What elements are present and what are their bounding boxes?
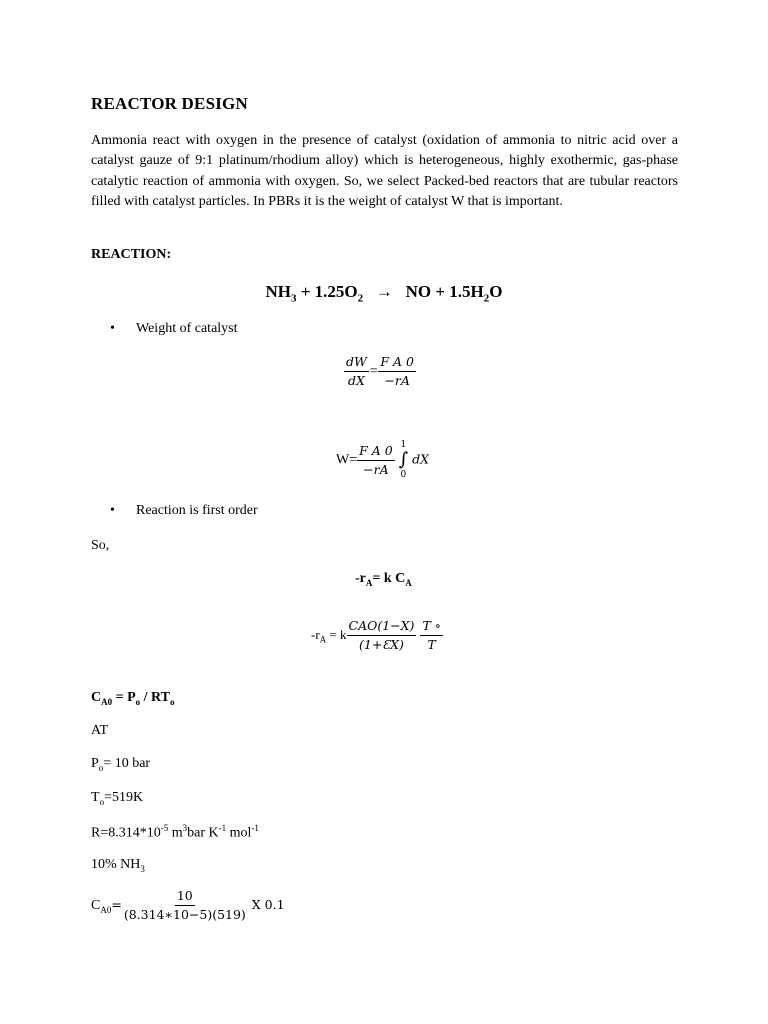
ca0-definition: $C_{A0} = P_o / RT_o$ [91,690,175,707]
reactant-nh3: $NH_3$ [265,282,297,305]
intro-paragraph: Ammonia react with oxygen in the presence of catalyst (oxidation of ammonia to nitric acid over a catalyst gauze of 9:1 platinum/rhodium alloy) which is heterogeneous, highly exothermic, gas-phase catalytic reaction of ammonia with oxygen. So, we select Packed-bed reactors that are tubular reactors filled with catalyst particles. In PBRs it is the weight of catalyst W that is important. [91,133,678,210]
equation-dw-dx: $\frac{dW}{dX}$ = $\frac{\text{F A 0}}{-rA}$ [346,354,414,388]
rate-expression: $-r_A = k$ $\frac{\text{CAO(1−X)}}{(1+ƐX)}$ $\frac{T \circ}{T}$ [311,618,441,652]
reaction-equation: $NH_3 + 1.25O_2$ → NO + $1.5H_2O$ [265,282,503,305]
temperature-value: $T_o=519K$ [91,790,144,807]
nh3-fraction: 10% $NH_3$ [91,857,145,874]
arrow-icon: → [375,282,393,301]
gas-constant: $R=8.314*10^{-5}$ $m^3bar$ $K^{-1}$ mol$^{-1}$ [91,823,259,841]
bullet-first-order: • Reaction is first order [110,503,258,518]
ca0-calculation: $C_{A0}=$ $\frac{10}{(8.314∗10-5)(519)}$ X 0.1 [91,888,285,922]
so-text: So, [91,538,110,553]
reaction-heading: REACTION: [91,247,172,262]
bullet-weight-of-catalyst: • Weight of catalyst [110,321,238,336]
at-label: AT [91,723,109,738]
rate-law: $-r_A= k$ $C_A$ [355,571,412,588]
pressure-value: $P_o= 10$ bar [91,756,151,773]
page-title: REACTOR DESIGN [91,94,248,113]
bullet-icon: • [110,321,115,336]
equation-weight-integral: W= $\frac{\text{F A 0}}{-rA}$ 1 ∫ 0 dX [336,440,429,480]
